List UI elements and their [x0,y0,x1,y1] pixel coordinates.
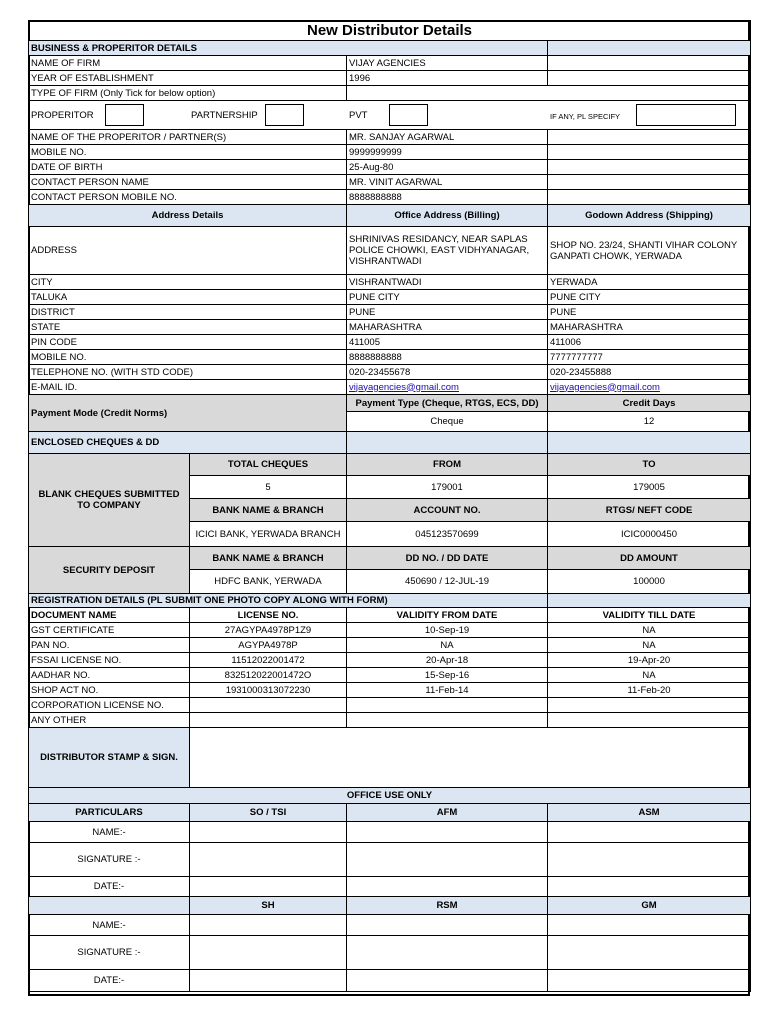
so-tsi-header: SO / TSI [190,804,347,822]
registration-section-header: REGISTRATION DETAILS (PL SUBMIT ONE PHOTO COPY ALONG WITH FORM) [29,594,548,608]
email-label: E-MAIL ID. [29,380,347,395]
option-other-label: IF ANY, PL SPECIFY [550,112,621,121]
payment-mode-label: Payment Mode (Credit Norms) [29,395,347,432]
office-mobile[interactable]: 8888888888 [347,350,548,365]
dd-amount-value[interactable]: 100000 [548,570,751,594]
city-label: CITY [29,275,347,290]
godown-city[interactable]: YERWADA [548,275,751,290]
office-email-link[interactable]: vijayagencies@gmail.com [349,381,459,393]
table-row: ANY OTHER [29,713,751,728]
credit-days-header: Credit Days [548,395,751,412]
from-header: FROM [347,454,548,476]
signature-label: SIGNATURE :- [29,936,190,970]
dd-no-value[interactable]: 450690 / 12-JUL-19 [347,570,548,594]
cheque-bank-header: BANK NAME & BRANCH [190,499,347,522]
address-mobile-label: MOBILE NO. [29,350,347,365]
payment-type-header: Payment Type (Cheque, RTGS, ECS, DD) [347,395,548,412]
dob-value[interactable]: 25-Aug-80 [347,160,548,175]
office-city[interactable]: VISHRANTWADI [347,275,548,290]
pin-label: PIN CODE [29,335,347,350]
pvt-checkbox[interactable] [389,104,428,126]
date-label: DATE:- [29,877,190,897]
signature-label: SIGNATURE :- [29,843,190,877]
total-cheques-header: TOTAL CHEQUES [190,454,347,476]
year-label: YEAR OF ESTABLISHMENT [29,71,347,86]
godown-state[interactable]: MAHARASHTRA [548,320,751,335]
table-row: GST CERTIFICATE 27AGYPA4978P1Z9 10-Sep-19 NA [29,623,751,638]
license-no-header: LICENSE NO. [190,608,347,623]
other-specify-field[interactable] [636,104,736,126]
office-pin[interactable]: 411005 [347,335,548,350]
address-label: ADDRESS [29,227,347,275]
name-label: NAME:- [29,915,190,936]
validity-till-header: VALIDITY TILL DATE [548,608,751,623]
office-address-value[interactable]: SHRINIVAS RESIDANCY, NEAR SAPLAS POLICE CHOWKI, EAST VIDHYANAGAR, VISHRANTWADI [347,227,548,275]
business-section-header: BUSINESS & PROPERITOR DETAILS [29,41,548,56]
telephone-label: TELEPHONE NO. (WITH STD CODE) [29,365,347,380]
godown-pin[interactable]: 411006 [548,335,751,350]
account-no-header: ACCOUNT NO. [347,499,548,522]
cheque-from-value[interactable]: 179001 [347,476,548,499]
godown-mobile[interactable]: 7777777777 [548,350,751,365]
distributor-form [28,20,751,992]
asm-header: ASM [548,804,751,822]
godown-email-link[interactable]: vijayagencies@gmail.com [550,381,660,393]
year-value[interactable]: 1996 [347,71,548,86]
total-cheques-value[interactable]: 5 [190,476,347,499]
payment-type-value[interactable]: Cheque [347,412,548,432]
sh-header: SH [190,897,347,915]
dob-label: DATE OF BIRTH [29,160,347,175]
validity-from-header: VALIDITY FROM DATE [347,608,548,623]
stamp-sign-area[interactable] [190,728,751,788]
stamp-sign-label: DISTRIBUTOR STAMP & SIGN. [29,728,190,788]
option-pvt-label: PVT [349,110,368,121]
cheque-bank-value[interactable]: ICICI BANK, YERWADA BRANCH [190,522,347,547]
mobile-label: MOBILE NO. [29,145,347,160]
doc-name-header: DOCUMENT NAME [29,608,190,623]
particulars-header: PARTICULARS [29,804,190,822]
option-partnership-label: PARTNERSHIP [191,110,258,121]
option-properitor-label: PROPERITOR [31,110,94,121]
proprietor-name-label: NAME OF THE PROPERITOR / PARTNER(S) [29,130,347,145]
date-label: DATE:- [29,970,190,992]
rsm-header: RSM [347,897,548,915]
to-header: TO [548,454,751,476]
godown-district[interactable]: PUNE [548,305,751,320]
contact-mobile-value[interactable]: 8888888888 [347,190,548,205]
blank-cheques-label: BLANK CHEQUES SUBMITTED TO COMPANY [29,454,190,547]
taluka-label: TALUKA [29,290,347,305]
office-district[interactable]: PUNE [347,305,548,320]
deposit-bank-value[interactable]: HDFC BANK, YERWADA [190,570,347,594]
address-header: Address Details [29,205,347,227]
credit-days-value[interactable]: 12 [548,412,751,432]
rtgs-code-header: RTGS/ NEFT CODE [548,499,751,522]
account-no-value[interactable]: 045123570699 [347,522,548,547]
godown-taluka[interactable]: PUNE CITY [548,290,751,305]
cheque-to-value[interactable]: 179005 [548,476,751,499]
office-use-header: OFFICE USE ONLY [29,788,751,804]
contact-name-value[interactable]: MR. VINIT AGARWAL [347,175,548,190]
cheques-section-header: ENCLOSED CHEQUES & DD [29,432,347,454]
firm-type-options [29,101,751,130]
security-deposit-label: SECURITY DEPOSIT [29,547,190,594]
table-row: CORPORATION LICENSE NO. [29,698,751,713]
gm-header: GM [548,897,751,915]
dd-no-header: DD NO. / DD DATE [347,547,548,570]
office-state[interactable]: MAHARASHTRA [347,320,548,335]
firm-name-value[interactable]: VIJAY AGENCIES [347,56,548,71]
contact-name-label: CONTACT PERSON NAME [29,175,347,190]
form-title: New Distributor Details [29,21,751,41]
district-label: DISTRICT [29,305,347,320]
godown-address-header: Godown Address (Shipping) [548,205,751,227]
table-row: FSSAI LICENSE NO. 11512022001472 20-Apr-18 19-Apr-20 [29,653,751,668]
name-label: NAME:- [29,822,190,843]
table-row: PAN NO. AGYPA4978P NA NA [29,638,751,653]
godown-address-value[interactable]: SHOP NO. 23/24, SHANTI VIHAR COLONY GANPATI CHOWK, YERWADA [548,227,751,275]
state-label: STATE [29,320,347,335]
office-taluka[interactable]: PUNE CITY [347,290,548,305]
table-row: SHOP ACT NO. 1931000313072230 11-Feb-14 11-Feb-20 [29,683,751,698]
properitor-checkbox[interactable] [105,104,144,126]
firm-name-label: NAME OF FIRM [29,56,347,71]
office-address-header: Office Address (Billing) [347,205,548,227]
contact-mobile-label: CONTACT PERSON MOBILE NO. [29,190,347,205]
firm-type-label: TYPE OF FIRM (Only Tick for below option) [29,86,347,101]
table-row: AADHAR NO. 832512022001472O 15-Sep-16 NA [29,668,751,683]
deposit-bank-header: BANK NAME & BRANCH [190,547,347,570]
proprietor-name-value[interactable]: MR. SANJAY AGARWAL [347,130,548,145]
mobile-value[interactable]: 9999999999 [347,145,548,160]
godown-telephone[interactable]: 020-23455888 [548,365,751,380]
rtgs-code-value[interactable]: ICIC0000450 [548,522,751,547]
dd-amount-header: DD AMOUNT [548,547,751,570]
afm-header: AFM [347,804,548,822]
office-telephone[interactable]: 020-23455678 [347,365,548,380]
partnership-checkbox[interactable] [265,104,304,126]
